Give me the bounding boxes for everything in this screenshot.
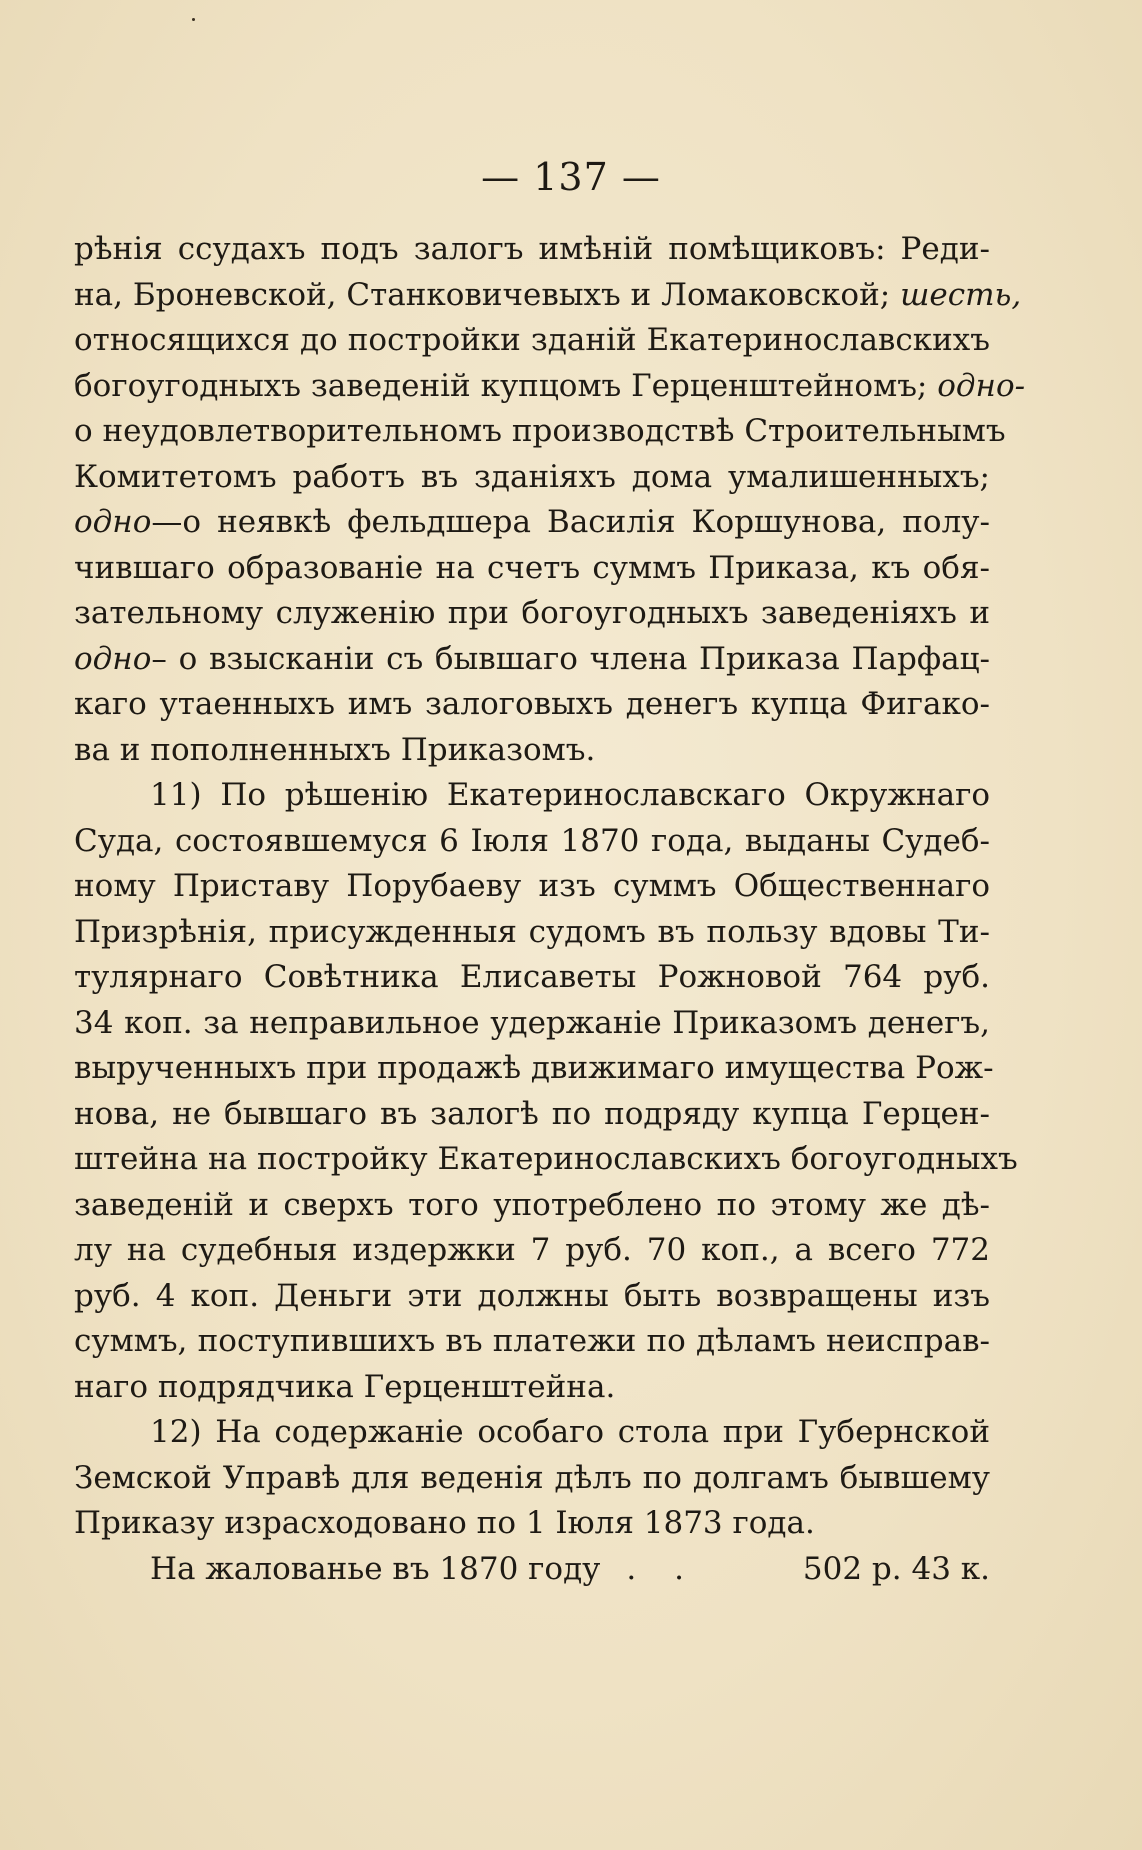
text-line: рѣнія ссудахъ подъ залогъ имѣній помѣщиковъ: Реди- <box>74 231 990 267</box>
italic-word: одно <box>74 504 152 540</box>
text-line: одно– о взысканіи съ бывшаго члена Приказа Парфац- <box>74 640 990 677</box>
body-text <box>74 227 1026 1592</box>
text-line: относящихся до постройки зданій Екатеринославскихъ <box>74 322 990 358</box>
paragraph-12-start: 12) На содержаніе особаго стола при Губернской <box>150 1414 990 1450</box>
text-line: нова, не бывшаго въ залогѣ по подряду купца Герцен- <box>74 1095 990 1132</box>
text-line: богоугодныхъ заведеній купцомъ Герценштейномъ; одно- <box>74 367 1026 404</box>
text-line: о неудовлетворительномъ производствѣ Строительнымъ <box>74 413 1006 449</box>
paragraph-11-start: 11) По рѣшенію Екатеринославскаго Окружнаго <box>150 777 990 813</box>
text-line: чившаго образованіе на счетъ суммъ Приказа, къ обя- <box>74 549 990 586</box>
text-line: зательному служенію при богоугодныхъ заведеніяхъ и <box>74 595 990 631</box>
text-line: вырученныхъ при продажѣ движимаго имущества Рож- <box>74 1050 994 1086</box>
expense-amount: 502 р. 43 к. <box>802 1550 990 1587</box>
text-line: суммъ, поступившихъ въ платежи по дѣламъ неисправ- <box>74 1323 990 1359</box>
page-number: — 137 — <box>481 155 661 199</box>
text-line: ва и пополненныхъ Приказомъ. <box>74 731 596 768</box>
text-line: Призрѣнія, присужденныя судомъ въ пользу вдовы Ти- <box>74 913 990 950</box>
text-line: руб. 4 коп. Деньги эти должны быть возвращены изъ <box>74 1277 990 1314</box>
text-line: Комитетомъ работъ въ зданіяхъ дома умалишенныхъ; <box>74 458 990 495</box>
text-line: каго утаенныхъ имъ залоговыхъ денегъ купца Фигако- <box>74 686 990 722</box>
ink-speck <box>192 18 195 21</box>
text-line: Земской Управѣ для веденія дѣлъ по долгамъ бывшему <box>74 1459 990 1496</box>
text-line: одно—о неявкѣ фельдшера Василія Коршунова, полу- <box>74 504 990 540</box>
text-line: штейна на постройку Екатеринославскихъ богоугодныхъ <box>74 1141 1018 1177</box>
expense-row <box>74 1547 990 1593</box>
expense-label: На жалованье въ 1870 году <box>150 1550 601 1587</box>
text-line: 34 коп. за неправильное удержаніе Приказомъ денегъ, <box>74 1004 990 1041</box>
text-line: на, Броневской, Станковичевыхъ и Ломаковской; шесть, <box>74 276 1022 313</box>
text-line: Приказу израсходовано по 1 Іюля 1873 года. <box>74 1505 815 1541</box>
italic-word: шесть, <box>900 276 1022 313</box>
text-line: лу на судебныя издержки 7 руб. 70 коп., а всего 772 <box>74 1232 990 1268</box>
text-line: наго подрядчика Герценштейна. <box>74 1368 616 1405</box>
text-line: ному Приставу Порубаеву изъ суммъ Общественнаго <box>74 868 990 904</box>
text-line: тулярнаго Совѣтника Елисаветы Рожновой 764 руб. <box>74 959 990 995</box>
text-line: заведеній и сверхъ того употреблено по этому же дѣ- <box>74 1186 990 1223</box>
italic-word: одно <box>74 640 152 677</box>
italic-word: одно- <box>937 367 1026 404</box>
text-line: Суда, состоявшемуся 6 Іюля 1870 года, выданы Судеб- <box>74 822 990 859</box>
leader-dots: . . <box>626 1550 698 1587</box>
